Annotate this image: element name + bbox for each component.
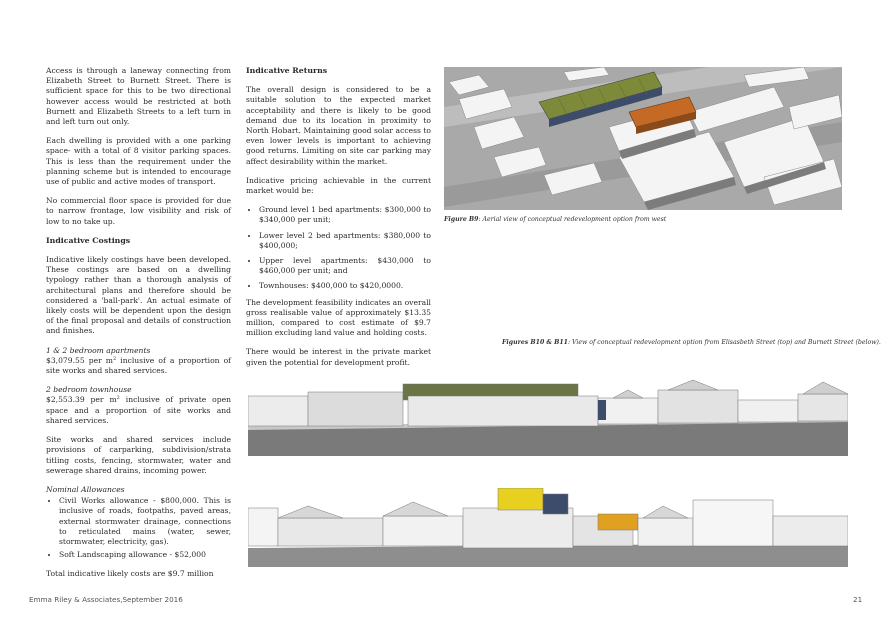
apartments-cost-block bbox=[46, 346, 231, 377]
siteworks-paragraph: Site works and shared services include provisions of carparking, subdivision/strata titling costs, fencing, stormwater, water and sewerage shared drains, incoming power. bbox=[46, 435, 231, 475]
figure-b10-text: : View of conceptual redevelopment option from Elisasbeth Street (top) and Burnett Street (below). bbox=[567, 339, 881, 346]
feasibility-paragraph: The development feasibility indicates an overall gross realisable value of approximately $13.35 million, compared to cost estimate of $9.7 million excluding land value and holding costs. bbox=[246, 297, 431, 338]
costings-paragraph: Indicative likely costings have been developed. These costings are based on a dwelling typology rather than a thorough analysis of architectural plans and therefore should be considered a 'ball-park'. An actual esimate of likely costs will be dependent upon the design of the final proposal and details of construction and finishes. bbox=[46, 255, 231, 336]
list-item: • Townhouses: $400,000 to $420,0000. bbox=[259, 281, 431, 291]
costings-heading: Indicative Costings bbox=[46, 235, 131, 245]
apartments-sup: 2 bbox=[113, 355, 117, 362]
figure-b9-caption bbox=[444, 216, 666, 223]
commercial-paragraph: No commercial floor space is provided for due to narrow frontage, low visibility and risk of low to no take up. bbox=[46, 196, 231, 226]
burnett-street-view-image bbox=[248, 488, 848, 567]
aerial-view-image bbox=[444, 67, 842, 210]
list-item: • Lower level 2 bed apartments: $380,000 to $400,000; bbox=[259, 231, 431, 251]
page-number: 21 bbox=[853, 595, 863, 604]
middle-column bbox=[246, 66, 431, 377]
list-item: • Soft Landscaping allowance - $52,000 bbox=[59, 550, 231, 560]
footer-credit: Emma Riley & Associates,September 2016 bbox=[29, 595, 183, 604]
parking-paragraph: Each dwelling is provided with a one parking space- with a total of 8 visitor parking spaces. This is less than the requirement under the planning scheme but is intended to encourage use of public and active modes of transport. bbox=[46, 136, 231, 187]
townhouse-cost-block bbox=[46, 385, 231, 426]
figure-b10-label: Figures B10 & B11 bbox=[502, 339, 568, 346]
pricing-intro: Indicative pricing achievable in the current market would be: bbox=[246, 175, 431, 196]
apartments-cost: $3,079.55 per m bbox=[46, 355, 114, 365]
list-item: • Civil Works allowance - $800,000. This is inclusive of roads, footpaths, paved areas, external stormwater drainage, connections to reticulated mains (water, sewer, stormwater, electricity, gas). bbox=[59, 496, 231, 547]
left-column bbox=[46, 66, 231, 589]
figure-b10-caption bbox=[502, 339, 881, 346]
apartments-title: 1 & 2 bedroom apartments bbox=[46, 345, 151, 355]
townhouse-rest: inclusive of private open space and a proportion of site works and shared services. bbox=[46, 395, 231, 425]
townhouse-cost: $2,553.39 per m bbox=[46, 395, 117, 405]
figure-b9-text: : Aerial view of conceptual redevelopment option from west bbox=[478, 216, 667, 223]
design-paragraph: The overall design is considered to be a suitable solution to the expected market acceptability and there is likely to be good demand due to its location in proximity to North Hobart. Maintaining good solar access to even lower levels is important to achieving good returns. Limiting on site car parking may affect desirability within the market. bbox=[246, 85, 431, 166]
elizabeth-street-view-image bbox=[248, 378, 848, 456]
list-item: • Upper level apartments: $430,000 to $460,000 per unit; and bbox=[259, 256, 431, 276]
list-item: • Ground level 1 bed apartments: $300,000 to $340,000 per unit; bbox=[259, 205, 431, 225]
figure-b9-label: Figure B9 bbox=[444, 216, 479, 223]
apartments-rest: inclusive of a proportion of site works and shared services. bbox=[46, 355, 231, 376]
townhouse-title: 2 bedroom townhouse bbox=[46, 385, 132, 395]
townhouse-sup: 2 bbox=[116, 395, 120, 402]
returns-heading: Indicative Returns bbox=[246, 66, 328, 75]
allowances-title: Nominal Allowances bbox=[46, 484, 125, 494]
interest-paragraph: There would be interest in the private market given the potential for development profit. bbox=[246, 347, 431, 367]
total-costs: Total indicative likely costs are $9.7 million bbox=[46, 569, 214, 579]
allowances-list bbox=[46, 496, 231, 560]
pricing-list bbox=[246, 205, 431, 291]
access-paragraph: Access is through a laneway connecting from Elizabeth Street to Burnett Street. There is sufficient space for this to be two directional however access would be restricted at both Burnett and Elizabeth Streets to a left turn in and left turn out only. bbox=[46, 66, 231, 127]
